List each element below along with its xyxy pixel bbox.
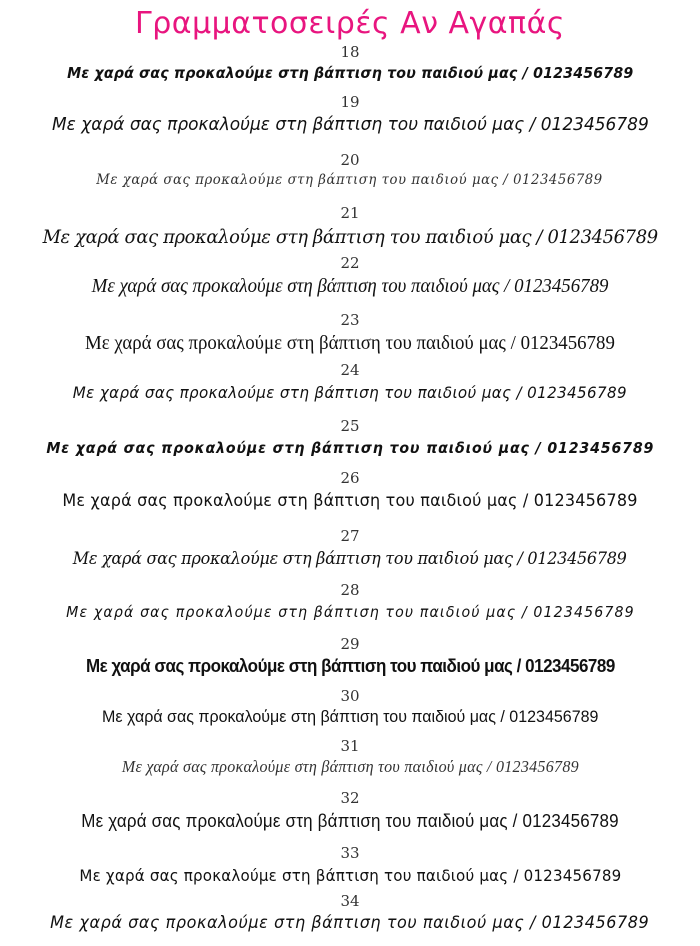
- sample-text: Με χαρά σας προκαλούμε στη βάπτιση του παιδιού μας / 0123456789: [42, 226, 658, 248]
- sample-number: 18: [340, 43, 360, 61]
- sample-text: Με χαρά σας προκαλούμε στη βάπτιση του παιδιού μας / 0123456789: [101, 707, 599, 726]
- sample-number: 22: [340, 254, 360, 272]
- sample-number: 28: [340, 581, 360, 599]
- font-sample-20: [0, 152, 700, 191]
- sample-text: Με χαρά σας προκαλούμε στη βάπτιση του παιδιού μας / 0123456789: [72, 383, 628, 402]
- font-sample-26: [0, 470, 700, 515]
- sample-number: 32: [340, 789, 360, 807]
- sample-text: Με χαρά σας προκαλούμε στη βάπτιση του παιδιού μας / 0123456789: [65, 603, 635, 621]
- sample-number: 21: [340, 204, 360, 222]
- sample-text: Με χαρά σας προκαλούμε στη βάπτιση του παιδιού μας / 0123456789: [91, 275, 609, 297]
- sample-text: Με χαρά σας προκαλούμε στη βάπτιση του παιδιού μας / 0123456789: [85, 332, 615, 354]
- sample-number: 33: [340, 844, 360, 862]
- sample-text: Με χαρά σας προκαλούμε στη βάπτιση του παιδιού μας / 0123456789: [121, 757, 579, 776]
- font-sample-33: [0, 845, 700, 890]
- sample-number: 19: [340, 93, 360, 111]
- font-sample-30: [0, 688, 700, 729]
- font-sample-28: [0, 582, 700, 625]
- font-sample-27: [0, 528, 700, 573]
- sample-number: 24: [340, 361, 360, 379]
- sample-text: Με χαρά σας προκαλούμε στη βάπτιση του παιδιού μας / 0123456789: [73, 549, 627, 569]
- sample-text: Με χαρά σας προκαλούμε στη βάπτιση του παιδιού μας / 0123456789: [85, 656, 615, 676]
- sample-text: Με χαρά σας προκαλούμε στη βάπτιση του παιδιού μας / 0123456789: [81, 811, 619, 831]
- sample-number: 23: [340, 311, 360, 329]
- sample-number: 26: [340, 469, 360, 487]
- font-sample-29: [0, 636, 700, 679]
- sample-number: 29: [340, 635, 360, 653]
- font-sample-25: [0, 418, 700, 461]
- sample-text: Με χαρά σας προκαλούμε στη βάπτιση του παιδιού μας / 0123456789: [50, 913, 650, 933]
- sample-number: 25: [340, 417, 360, 435]
- sample-text: Με χαρά σας προκαλούμε στη βάπτιση του παιδιού μας / 0123456789: [46, 439, 654, 457]
- font-sample-24: [0, 362, 700, 407]
- sample-number: 20: [340, 151, 360, 169]
- font-sample-23: [0, 312, 700, 357]
- font-sample-22: [0, 255, 700, 300]
- font-sample-32: [0, 790, 700, 835]
- sample-text: Με χαρά σας προκαλούμε στη βάπτιση του παιδιού μας / 0123456789: [51, 114, 649, 135]
- sample-number: 30: [340, 687, 360, 705]
- page-title: Γραμματοσειρές Αν Αγαπάς: [135, 6, 565, 41]
- font-sample-31: [0, 738, 700, 779]
- font-sample-18: [0, 44, 700, 85]
- font-sample-34: [0, 893, 700, 936]
- sample-text: Με χαρά σας προκαλούμε στη βάπτιση του παιδιού μας / 0123456789: [66, 64, 634, 82]
- font-sample-19: [0, 94, 700, 139]
- sample-text: Με χαρά σας προκαλούμε στη βάπτιση του παιδιού μας / 0123456789: [62, 491, 638, 511]
- sample-number: 27: [340, 527, 360, 545]
- font-sample-21: [0, 205, 700, 252]
- sample-text: Με χαρά σας προκαλούμε στη βάπτιση του παιδιού μας / 0123456789: [96, 172, 604, 188]
- sample-number: 34: [340, 892, 360, 910]
- sample-number: 31: [340, 737, 360, 755]
- sample-text: Με χαρά σας προκαλούμε στη βάπτιση του παιδιού μας / 0123456789: [78, 866, 622, 885]
